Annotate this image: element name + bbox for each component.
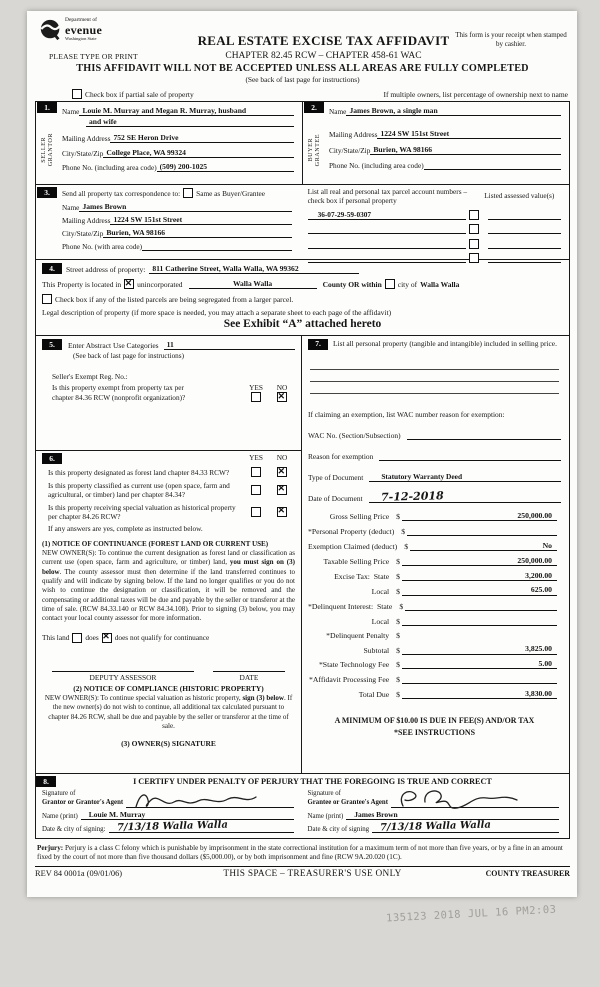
grantor-label: GRANTOR [47,133,54,167]
buyer-name-value: James Brown, a single man [346,106,561,116]
cashier-date-stamp: 135123 2018 JUL 16 PM2:03 [385,903,557,925]
abstract-use-section [36,336,301,451]
buyer-address-label: Mailing Address [329,130,378,139]
dollar-sign: $ [396,645,400,655]
dollar-sign: $ [399,601,404,611]
deputy-assessor-signature-line [52,665,194,672]
see-back-note: (See back of last page for instructions) [245,75,360,84]
money-row [308,556,561,567]
grantee-name-label: Name (print) [307,812,344,820]
left-column [35,335,302,774]
forest-no-checkbox [277,467,287,477]
dollar-sign: $ [401,527,406,537]
seller-name-value-line2: and wife [86,117,294,127]
perjury-text: Perjury is a class C felony which is punishable by imprisonment in the state correctional institution for a maximum term of not more than five years, or by a fine in an amount fixed by the court of not more than five thousand dollars ($5,000.00), or by both imprisonment and fine (RCW 9A.20.020 (1C). [37,843,563,862]
personal-property-line-1 [310,358,559,370]
minimum-fee-line-2: *SEE INSTRUCTIONS [394,728,475,738]
dollar-sign: $ [396,557,400,567]
nonprofit-no-checkbox [277,392,287,402]
reason-label: Reason for exemption [308,451,374,461]
dollar-sign: $ [396,690,400,700]
money-row [308,541,561,552]
wac-row [308,430,561,440]
logo-dept-label: Department of [65,17,97,23]
perjury-paragraph [37,844,568,863]
current-use-question [42,481,295,500]
money-row [308,526,561,537]
buyer-vertical-label [307,113,321,184]
section-1-number: 1. [37,102,57,113]
minimum-fee-line-1: A MINIMUM OF $10.00 IS DUE IN FEE(S) AND/OR TAX [334,716,535,726]
historical-no-checkbox [277,507,287,517]
section-7-number: 7. [308,339,328,350]
minimum-fee-note [308,715,561,739]
delinquent-interest-state-label: *Delinquent Interest: State [308,601,393,611]
this-land-label: This land [42,633,70,643]
form-subtitle: CHAPTER 82.45 RCW – CHAPTER 458-61 WAC [225,51,422,61]
seller-address-label: Mailing Address [62,134,111,143]
corr-address-value: 1224 SW 151st Street [110,215,291,225]
revenue-swirl-icon [39,18,63,42]
money-row [308,511,561,522]
state-technology-fee-label: *State Technology Fee [318,660,390,670]
exemption-claimed-value: No [410,541,557,552]
grantee-signature-labels [308,790,388,808]
affidavit-processing-fee-label: *Affidavit Processing Fee [309,675,390,685]
corr-name-label: Name [62,203,80,212]
forest-land-text: Is this property designated as forest land chapter 84.33 RCW? [48,467,230,477]
personal-property-text: List all personal property (tangible and intangible) included in selling price. [333,339,557,348]
grantor-date-row [42,819,294,834]
current-use-no-checkbox [277,485,287,495]
dollar-sign: $ [396,660,400,670]
form-header [35,18,570,61]
parcel-row [308,239,561,249]
current-use-yes-checkbox [251,485,261,495]
does-not-label: does not qualify for continuance [114,633,210,643]
land-classification-section [36,451,301,774]
notice-continuance-title: (1) NOTICE OF CONTINUANCE (FOREST LAND OR CURRENT USE) [42,539,269,548]
document-date-row [308,491,561,503]
seller-phone-value: (509) 200-1025 [157,162,294,172]
grantee-signature [395,786,525,812]
excise-tax-local-label: Local [371,586,390,596]
parcel-row [308,224,561,234]
parcel-headers [308,187,561,205]
grantor-date-label: Date & city of signing: [42,825,106,833]
money-row [308,571,561,582]
yes-header-6: YES [249,453,263,462]
corr-csz-label: City/State/Zip [62,229,104,238]
gross-selling-price-value: 250,000.00 [402,511,557,522]
land-does-checkbox [72,633,82,643]
parcel-header: List all real and personal tax parcel account numbers – check box if personal property [307,187,468,206]
partial-sale-checkbox [72,89,82,99]
dollar-sign: $ [396,512,400,522]
notice-continuance-body [42,549,295,624]
document-date-value: 7-12-2018 [380,489,444,504]
notice-compliance-title: (2) NOTICE OF COMPLIANCE (HISTORIC PROPERTY) [73,683,264,693]
header-center [195,18,452,61]
assessed-value-line-4 [488,253,561,263]
street-address-row [42,263,563,274]
corr-csz-value: Burien, WA 98166 [103,228,291,238]
county-or-label [323,280,382,289]
header-left [35,18,195,61]
money-table [308,511,561,699]
document-type-label: Type of Document [308,472,364,482]
owner-signature-line-2 [199,768,285,774]
section-5-number: 5. [42,339,62,350]
unincorporated-label: unincorporated [137,280,183,289]
buyer-phone-label: Phone No. (including area code) [329,161,424,170]
grantor-signature [130,788,260,812]
dollar-sign: $ [404,542,409,552]
delinquent-interest-local-label: Local [371,616,390,626]
total-due-value: 3,830.00 [402,689,557,700]
grantor-name-value: Louie M. Murray [81,810,294,820]
middle-columns [35,335,570,774]
historical-yes-checkbox [251,507,261,517]
grantee-date-label: Date & city of signing [307,825,370,833]
parcel-numbers-block [302,185,569,259]
seller-address-value: 752 SE Heron Drive [110,133,294,143]
segregated-row [42,294,563,304]
exemption-claimed-label: Exemption Claimed (deduct) [308,542,398,552]
certify-statement: I CERTIFY UNDER PENALTY OF PERJURY THAT THE FOREGOING IS TRUE AND CORRECT [133,777,492,786]
seller-csz-value: College Place, WA 99324 [103,148,294,158]
affidavit-form [27,11,577,897]
forest-yes-checkbox [251,467,261,477]
notice-body-part2: . The county assessor must then determine if the land transferred continues to qualify and will indicate by signing below. If the land no longer qualifies or you do not wish to continue the designation or classification, it will be removed and the compensating or additional taxes will be due and payable by the seller or transferor at the time of sale. (RCW 84.33.140 or RCW 84.34.108). Prior to signing (3) below, you may contact your local county assessor for more information. [42,567,295,623]
excise-tax-state-value: 3,200.00 [402,571,557,582]
seller-vertical-label [40,113,54,184]
compliance-part1: NEW OWNER(S): To continue special valuation as historic property, [44,693,243,702]
section-8-number: 8. [36,776,56,787]
seller-name-value-line1: Louie M. Murray and Megan R. Murray, husband [79,106,294,116]
property-address-section [35,259,570,336]
street-address-value: 811 Catherine Street, Walla Walla, WA 99362 [149,264,359,274]
seller-rail [36,102,58,184]
location-row [42,279,563,289]
subtotal-value: 3,825.00 [402,644,557,655]
personal-property-line-2 [310,370,559,382]
forest-land-question [42,467,295,478]
county-name-value: Walla Walla [189,279,317,289]
see-back-note-2: (See back of last page for instructions) [73,352,184,360]
assessed-value-line-3 [488,239,561,249]
money-row [308,659,561,670]
personal-property-section [302,336,569,739]
grantee-date-row [307,819,560,834]
section-4-number: 4. [42,263,62,274]
taxable-selling-price-label: Taxable Selling Price [323,557,390,567]
compliance-part2: . If the new owner(s) do not wish to continue, all additional tax calculated pursuant to chapter 84.26 RCW, shall be due and payable by the seller or transferor at the time of sale. [48,693,293,730]
state-technology-fee-value: 5.00 [402,659,557,670]
correspondence-fields [58,187,300,257]
notice-body-part1: NEW OWNER(S): To continue the current designation as forest land or classification as current use (open space, farm and agriculture, or timber) land, [42,548,295,567]
yes-header: YES [249,383,263,392]
delinquent-penalty-label: *Delinquent Penalty [326,630,390,640]
abstract-value: 11 [164,340,295,350]
wac-label: WAC No. (Section/Subsection) [308,430,401,440]
reason-row [308,451,561,461]
affidavit-processing-fee-value [402,674,557,685]
does-label: does [85,633,99,643]
partial-sale-row [69,89,568,99]
historical-text: Is this property receiving special valuation as historical property per chapter 84.26 RCW? [48,502,236,522]
document-date-label: Date of Document [308,493,363,503]
money-row [308,585,561,596]
historical-question [42,503,295,522]
certification-section [35,773,570,839]
deputy-assessor-labels [52,673,285,682]
buyer-csz-label: City/State/Zip [329,146,371,155]
document-type-row [308,472,561,482]
taxable-selling-price-value: 250,000.00 [402,556,557,567]
section-3-rail [36,187,58,257]
county-treasurer-label: COUNTY TREASURER [485,869,570,879]
current-use-text: Is this property classified as current use (open space, farm and agricultural, or timber) land per chapter 84.34? [48,481,230,500]
seller-grantor-block [36,102,302,184]
seller-label: SELLER [39,137,47,163]
corr-name-value: James Brown [79,202,291,212]
document-type-value: Statutory Warranty Deed [369,472,561,482]
buyer-phone-value [424,160,561,170]
money-row [308,689,561,700]
correspondence-block [36,185,302,259]
delinquent-interest-local-value [402,615,557,626]
seller-name-label: Name [62,107,80,116]
tax-correspondence-section [35,184,570,260]
compliance-bold: sign (3) below [242,693,284,702]
located-in-label: This Property is located in [42,280,122,289]
no-column [269,383,295,403]
wac-intro: If claiming an exemption, list WAC number reason for exemption: [308,409,505,419]
personal-property-intro [308,339,561,349]
logo-revenue-label: evenue [65,22,103,37]
abstract-row [42,339,295,350]
grantee-signature-block [308,790,560,833]
personal-property-deduct-value [407,526,557,537]
grantee-name-value: James Brown [346,810,559,820]
money-row [308,615,561,626]
nonprofit-yes-checkbox [251,392,261,402]
grantor-signature-block [42,790,294,833]
grantor-signature-row [42,790,294,808]
nonprofit-q-line2: chapter 84.36 RCW (nonprofit organization)? [52,393,186,403]
please-type-or-print: PLEASE TYPE OR PRINT [49,52,138,61]
dollar-sign: $ [396,630,400,640]
parcel-3-personal-checkbox [469,239,479,249]
parcel-4-personal-checkbox [469,253,479,263]
logo-state-label: Washington State [65,35,97,41]
grantee-signature-of: Signature of [307,790,341,797]
grantor-signature-labels [42,790,123,808]
dollar-sign: $ [396,616,400,626]
signatures-grid [36,787,569,833]
yes-column [243,383,269,403]
assessed-value-line-2 [488,224,561,234]
deputy-assessor-label: DEPUTY ASSESSOR [89,672,157,682]
form-rev-number: REV 84 0001a (09/01/06) [35,869,123,879]
notice-compliance-body [42,694,295,731]
grantee-date-line [372,819,559,834]
corr-address-label: Mailing Address [62,216,111,225]
gross-selling-price-label: Gross Selling Price [329,512,390,522]
grantor-date-city-value: 7/13/18 Walla Walla [116,819,228,834]
no-header: NO [276,383,288,392]
county-or-text: County OR within [322,280,382,289]
legal-description-label: Legal description of property (if more space is needed, you may attach a separate sheet to each page of the affidavit) [42,308,392,317]
corr-phone-value [142,241,292,251]
buyer-fields [325,102,569,184]
corr-phone-label: Phone No. (with area code) [62,242,143,251]
answers-yes-note: If any answers are yes, complete as instructed below. [48,523,203,533]
grantee-signature-row [308,790,560,808]
perjury-label: Perjury: [37,843,64,852]
same-as-buyer-checkbox [183,188,193,198]
money-row [308,644,561,655]
grantor-name-label: Name (print) [42,812,78,820]
buyer-csz-value: Burien, WA 98166 [370,145,561,155]
seller-phone-label: Phone No. (including area code) [62,163,157,172]
subtotal-label: Subtotal [363,645,390,655]
grantee-label: GRANTEE [314,133,321,167]
buyer-grantee-block [302,102,569,184]
footer-row [35,866,570,879]
personal-property-deduct-label: *Personal Property (deduct) [308,527,395,537]
parcel-row [308,253,561,263]
grantee-date-city-value: 7/13/18 Walla Walla [379,819,492,834]
nonprofit-question [52,383,295,403]
parcel-1-personal-checkbox [469,210,479,220]
dor-logo [39,18,195,42]
parcel-2-personal-checkbox [469,224,479,234]
city-of-label: city of [397,280,418,289]
money-row [308,674,561,685]
grantor-agent-label: Grantor or Grantor's Agent [42,798,124,806]
money-row [308,630,561,640]
warning-line: THIS AFFIDAVIT WILL NOT BE ACCEPTED UNLESS ALL AREAS ARE FULLY COMPLETED [76,63,529,74]
land-does-not-checkbox [102,633,112,643]
within-city-checkbox [385,279,395,289]
nonprofit-q-line1: Is this property exempt from property tax per [52,383,184,392]
abstract-label: Enter Abstract Use Categories [68,341,159,350]
section-3-number: 3. [37,187,57,198]
segregated-label: Check box if any of the listed parcels are being segregated from a larger parcel. [55,294,294,304]
excise-tax-state-label: Excise Tax: State [334,572,390,582]
right-column [301,335,570,774]
notice-body-bold: you must sign on (3) below [42,558,295,576]
owner-signature-heading: (3) OWNER(S) SIGNATURE [121,739,216,749]
parcel-number-line-3 [308,239,466,249]
unincorporated-checkbox [124,279,134,289]
parcel-number-line-4 [308,253,466,263]
seller-csz-label: City/State/Zip [62,149,104,158]
assessed-value-line-1 [488,210,561,220]
legal-description-value: See Exhibit “A” attached hereto [223,318,382,330]
grantor-date-line [109,819,294,834]
seller-buyer-section [35,101,570,185]
grantor-signature-of: Signature of [42,790,76,797]
exempt-reg-label: Seller's Exempt Reg. No.: [52,372,128,381]
owner-signature-line-1 [52,768,192,774]
segregated-checkbox [42,294,52,304]
nonprofit-question-text [52,383,243,403]
logo-text [65,18,102,41]
form-title: REAL ESTATE EXCISE TAX AFFIDAVIT [197,33,450,48]
deputy-date-line [213,665,285,672]
send-correspondence-label: Send all property tax correspondence to: [62,188,181,198]
grantor-signature-line [126,793,293,808]
delinquent-interest-state-value [405,600,557,611]
land-qualify-row [42,633,295,643]
buyer-address-value: 1224 SW 151st Street [377,129,561,139]
wac-value [407,430,561,440]
city-name-value: Walla Walla [420,280,460,289]
treasurer-space-label: THIS SPACE – TREASURER'S USE ONLY [223,868,402,879]
buyer-name-label: Name [329,107,347,116]
document-date-line [369,491,561,503]
grantee-agent-label: Grantee or Grantee's Agent [307,798,388,806]
partial-sale-label: Check box if partial sale of property [85,89,194,99]
no-header-6: NO [276,453,288,462]
parcel-number-line-2 [308,224,466,234]
parcel-row [308,210,561,220]
owner-signature-lines [52,768,285,774]
deputy-assessor-lines [52,665,285,672]
money-row [308,600,561,611]
dollar-sign: $ [396,586,400,596]
assessed-values-header: Listed assessed value(s) [484,191,555,200]
multiple-owners-note: If multiple owners, list percentage of ownership next to name [383,89,568,99]
grantee-signature-line [391,793,559,808]
street-address-label: Street address of property: [66,265,146,274]
excise-tax-local-value: 625.00 [402,585,557,596]
section-6-number: 6. [42,453,62,464]
dollar-sign: $ [396,675,400,685]
reason-value [379,451,561,461]
total-due-label: Total Due [358,690,390,700]
personal-property-line-3 [310,382,559,394]
delinquent-penalty-value [402,630,557,640]
date-label: DATE [239,672,259,682]
same-as-buyer-label: Same as Buyer/Grantee [196,188,266,198]
section-2-number: 2. [304,102,324,113]
receipt-note: This form is your receipt when stamped by cashier. [455,31,567,49]
buyer-label: BUYER [306,138,314,162]
buyer-rail [303,102,325,184]
section-6-header [42,453,295,464]
parcel-number-value: 36-07-29-59-0307 [308,210,466,220]
seller-fields [58,102,302,184]
dollar-sign: $ [396,572,400,582]
